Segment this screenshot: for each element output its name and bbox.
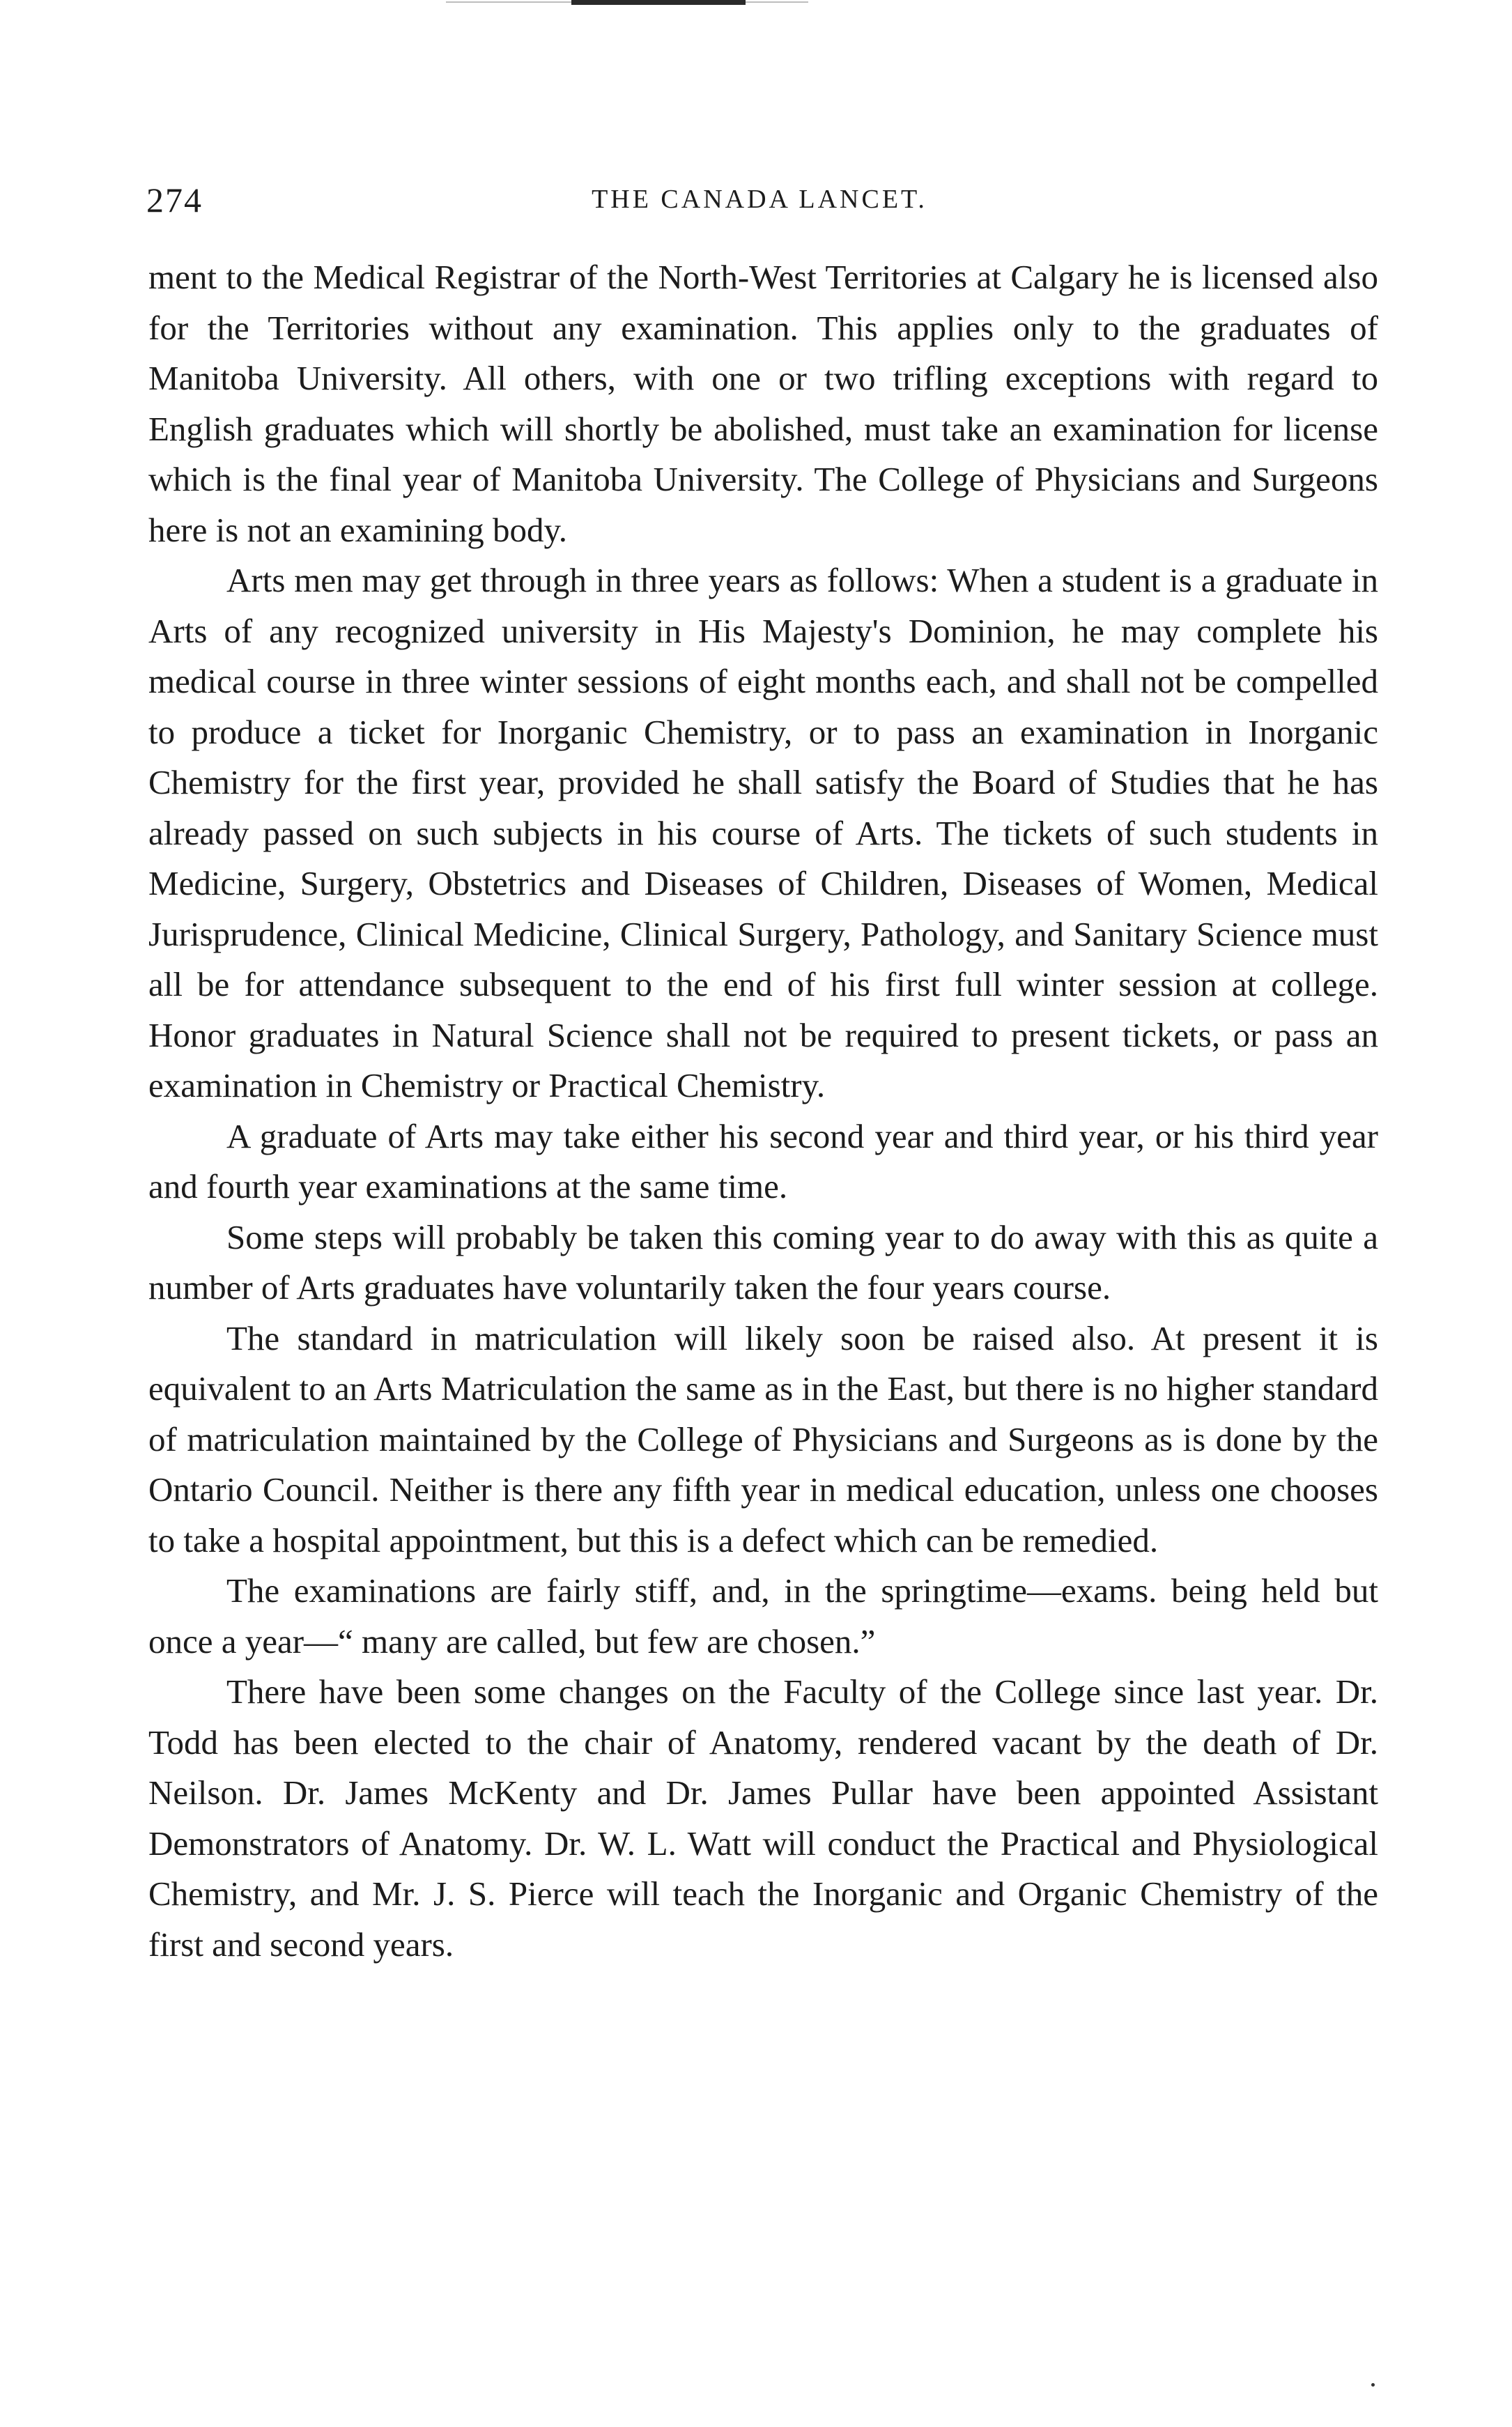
paragraph-examinations: The examinations are fairly stiff, and, in the springtime—exams. being held but once a year—“ many are called, but few are chosen.” [148,1571,1378,1661]
stray-mark [1371,2383,1375,2387]
running-title: THE CANADA LANCET. [592,185,927,214]
article-body [148,252,1378,1970]
paragraph-continuation: ment to the Medical Registrar of the North-West Territories at Calgary he is licensed also for the Territories without any examination. This applies only to the graduates of Manitoba University. All others, with one or two trifling exceptions with regard to English graduates which will shortly be abolished, must take an examination for license which is the final year of Manitoba University. The College of Physicians and Surgeons here is not an examining body. [148,258,1378,549]
page-number: 274 [146,180,203,219]
paragraph-arts-men: Arts men may get through in three years as follows: When a student is a graduate in Arts of any recognized university in His Majesty's Dominion, he may complete his medical course in three winter sessions of eight months each, and shall not be compelled to produce a ticket for Inorganic Chemistry, or to pass an examination in Inorganic Chemistry for the first year, provided he shall satisfy the Board of Studies that he has already passed on such subjects in his course of Arts. The tickets of such students in Medicine, Surgery, Obstetrics and Diseases of Children, Diseases of Women, Medical Jurisprudence, Clinical Medicine, Clinical Surgery, Pathology, and Sanitary Science must all be for attendance subsequent to the end of his first full winter session at college. Honor graduates in Natural Science shall not be required to present tickets, or pass an examination in Chemistry or Practical Chemistry. [148,561,1378,1104]
page-header [146,180,1373,229]
paragraph-arts-graduate: A graduate of Arts may take either his second year and third year, or his third year and fourth year examinations at the same time. [148,1116,1378,1205]
paragraph-some-steps: Some steps will probably be taken this coming year to do away with this as quite a number of Arts graduates have voluntarily taken the four years course. [148,1217,1378,1307]
top-edge-rule [571,0,746,5]
paragraph-matriculation: The standard in matriculation will likely soon be raised also. At present it is equivalent to an Arts Matriculation the same as in the East, but there is no higher standard of matriculation maintained by the College of Physicians and Surgeons as is done by the Ontario Council. Neither is there any fifth year in medical education, unless one chooses to take a hospital appointment, but this is a defect which can be remedied. [148,1318,1378,1559]
paragraph-faculty-changes: There have been some changes on the Faculty of the College since last year. Dr. Todd has been elected to the chair of Anatomy, rendered vacant by the death of Dr. Neilson. Dr. James McKenty and Dr. James Pullar have been appointed Assistant Demonstrators of Anatomy. Dr. W. L. Watt will conduct the Practical and Physiological Chemistry, and Mr. J. S. Pierce will teach the Inorganic and Organic Chemistry of the first and second years. [148,1672,1378,1964]
